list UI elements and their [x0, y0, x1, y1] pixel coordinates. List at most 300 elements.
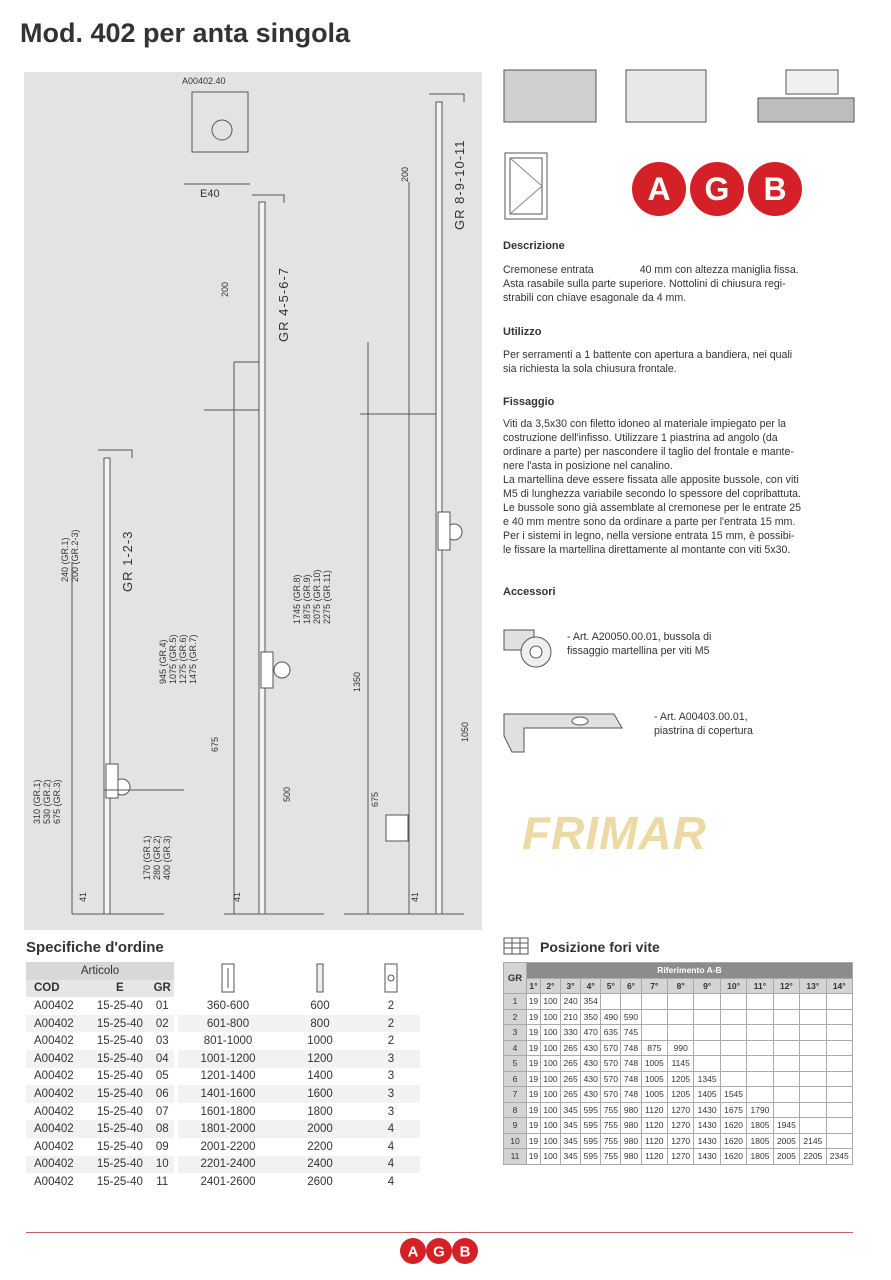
fori-value-cell — [720, 1071, 746, 1087]
dim-41-a: 41 — [78, 891, 88, 902]
fori-value-cell: 100 — [540, 1102, 560, 1118]
footer-divider — [26, 1232, 853, 1233]
fori-value-cell: 1620 — [720, 1118, 746, 1134]
fori-value-cell: 330 — [561, 1025, 581, 1041]
window-single-sash-icon — [504, 152, 548, 220]
accessory-1-desc2: fissaggio martellina per viti M5 — [567, 645, 710, 657]
fori-value-cell — [601, 994, 621, 1010]
dim-gr8: 1745 (GR.8) — [292, 574, 302, 624]
table-cell: 15-25-40 — [96, 1017, 143, 1030]
table-cell: 2401-2600 — [176, 1173, 278, 1191]
table-row — [26, 1032, 420, 1050]
fori-gr-cell: 5 — [504, 1056, 527, 1072]
table-cell: 1001-1200 — [176, 1050, 278, 1068]
drawing-code-label: A00402.40 — [182, 76, 226, 86]
fori-value-cell: 350 — [581, 1009, 601, 1025]
order-table-body — [26, 997, 420, 1191]
fori-value-cell: 100 — [540, 1025, 560, 1041]
fori-value-cell: 265 — [561, 1071, 581, 1087]
fori-value-cell: 2205 — [800, 1149, 826, 1165]
footer-logo-g: G — [433, 1243, 445, 1261]
fori-value-cell — [826, 994, 852, 1010]
accessory-2-desc2: piastrina di copertura — [654, 725, 753, 737]
footer-logo-b: B — [459, 1243, 471, 1261]
accessory-1-desc1: bussola di — [663, 631, 712, 643]
table-cell: 2 — [387, 1035, 395, 1048]
table-cell: 360-600 — [176, 997, 278, 1015]
fori-value-cell: 1620 — [720, 1149, 746, 1165]
table-row — [26, 1050, 420, 1068]
fori-value-cell: 595 — [581, 1118, 601, 1134]
fori-col-header: 10° — [720, 978, 746, 994]
table-cell: A00402 — [34, 1123, 74, 1136]
fori-value-cell: 19 — [527, 1087, 541, 1103]
fissaggio-line: Per i sistemi in legno, nella versione entrata 15 mm, è possibi- — [503, 530, 795, 542]
fori-value-cell: 100 — [540, 1133, 560, 1149]
table-cell: 05 — [155, 1070, 169, 1083]
fori-value-cell — [747, 1009, 773, 1025]
dim-left-0: 310 (GR.1) — [32, 779, 42, 824]
fori-value-cell: 755 — [601, 1102, 621, 1118]
bar-gr-1-2-3 — [104, 458, 110, 914]
table-cell: 1200 — [307, 1052, 333, 1065]
fori-value-cell: 1145 — [668, 1056, 694, 1072]
logo-letter-b: B — [763, 171, 787, 207]
fori-value-cell — [694, 1025, 720, 1041]
table-row — [26, 1015, 420, 1033]
fori-value-cell: 2005 — [773, 1149, 799, 1165]
fori-value-cell: 100 — [540, 1071, 560, 1087]
cover-plate-accessory-icon — [502, 706, 626, 758]
table-cell: 1600 — [307, 1087, 333, 1100]
fori-value-cell — [800, 1102, 826, 1118]
fori-gr-cell: 6 — [504, 1071, 527, 1087]
fori-value-cell: 748 — [621, 1040, 641, 1056]
dim-gr7: 1475 (GR.7) — [188, 634, 198, 684]
dim-gr10: 2075 (GR.10) — [312, 569, 322, 624]
lock-points-icon — [362, 962, 420, 997]
specifiche-title: Specifiche d'ordine — [26, 939, 164, 956]
fori-value-cell: 1270 — [668, 1149, 694, 1165]
fori-value-cell: 1005 — [641, 1087, 667, 1103]
table-cell: A00402 — [34, 1052, 74, 1065]
fori-gr-cell: 2 — [504, 1009, 527, 1025]
page-title: Mod. 402 per anta singola — [20, 18, 351, 48]
desc-line: strabili con chiave esagonale da 4 mm. — [503, 292, 687, 304]
fori-value-cell: 19 — [527, 1102, 541, 1118]
dim-gr6: 1275 (GR.6) — [178, 634, 188, 684]
table-cell: 2600 — [307, 1175, 333, 1188]
table-row — [504, 994, 853, 1010]
fori-value-cell: 1120 — [641, 1102, 667, 1118]
fori-gr-cell: 10 — [504, 1133, 527, 1149]
fori-value-cell: 745 — [621, 1025, 641, 1041]
fori-value-cell — [747, 1087, 773, 1103]
order-spec-table — [26, 962, 420, 1191]
table-cell: A00402 — [34, 1017, 74, 1030]
fori-value-cell — [826, 1102, 852, 1118]
table-cell: 3 — [387, 1070, 395, 1083]
table-cell: 3 — [387, 1105, 395, 1118]
fori-value-cell: 240 — [561, 994, 581, 1010]
fori-value-cell: 2345 — [826, 1149, 852, 1165]
table-row — [26, 1103, 420, 1121]
table-row — [504, 1118, 853, 1134]
table-cell: 15-25-40 — [96, 1140, 143, 1153]
fori-value-cell: 570 — [601, 1087, 621, 1103]
fori-value-cell: 570 — [601, 1071, 621, 1087]
dim-200-gr47: 200 — [220, 281, 230, 297]
fori-value-cell: 345 — [561, 1149, 581, 1165]
fori-value-cell: 748 — [621, 1071, 641, 1087]
fori-value-cell: 1205 — [668, 1071, 694, 1087]
table-row — [26, 997, 420, 1015]
fori-value-cell: 19 — [527, 994, 541, 1010]
descrizione-text — [503, 263, 853, 305]
order-table-group-row — [26, 962, 420, 980]
fori-value-cell: 490 — [601, 1009, 621, 1025]
table-cell: A00402 — [34, 1087, 74, 1100]
table-cell: 06 — [155, 1087, 169, 1100]
table-cell: 800 — [310, 1017, 330, 1030]
fori-value-cell: 430 — [581, 1087, 601, 1103]
fori-value-cell — [641, 1025, 667, 1041]
fori-value-cell: 570 — [601, 1056, 621, 1072]
posizione-title: Posizione fori vite — [540, 939, 660, 955]
fori-value-cell: 755 — [601, 1118, 621, 1134]
table-cell: 15-25-40 — [96, 999, 143, 1012]
fori-value-cell: 100 — [540, 1040, 560, 1056]
fori-gr-cell: 1 — [504, 994, 527, 1010]
fori-value-cell: 1805 — [747, 1133, 773, 1149]
profile-illustrations — [496, 62, 858, 132]
fori-value-cell — [747, 994, 773, 1010]
fori-value-cell: 430 — [581, 1040, 601, 1056]
bar-gr-8-9-10-11 — [436, 102, 442, 914]
fori-col-header: 4° — [581, 978, 601, 994]
table-row — [26, 1068, 420, 1086]
fori-value-cell: 470 — [581, 1025, 601, 1041]
table-cell: 1201-1400 — [176, 1068, 278, 1086]
bar-length-icon — [278, 962, 362, 997]
fori-value-cell: 748 — [621, 1087, 641, 1103]
utilizzo-line: sia richiesta la sola chiusura frontale. — [503, 363, 677, 375]
wood-profile-shape — [504, 70, 596, 122]
table-cell: A00402 — [34, 999, 74, 1012]
fori-col-header: 3° — [561, 978, 581, 994]
gr-label-1-2-3: GR 1-2-3 — [120, 530, 135, 592]
fori-value-cell — [826, 1009, 852, 1025]
fori-col-header: 9° — [694, 978, 720, 994]
desc-line1-right: 40 mm con altezza maniglia fissa. — [639, 264, 799, 276]
table-cell: 04 — [155, 1052, 169, 1065]
fori-value-cell: 595 — [581, 1149, 601, 1165]
fori-value-cell — [773, 1102, 799, 1118]
table-cell: 2001-2200 — [176, 1138, 278, 1156]
fori-value-cell: 980 — [621, 1149, 641, 1165]
fissaggio-line: ordinare a parte) per nascondere il taglio del frontale e mante- — [503, 446, 794, 458]
fori-value-cell — [621, 994, 641, 1010]
fori-value-cell: 100 — [540, 1056, 560, 1072]
table-row — [504, 1040, 853, 1056]
fori-value-cell — [694, 1056, 720, 1072]
fori-col-header: 13° — [800, 978, 826, 994]
table-cell: 1400 — [307, 1070, 333, 1083]
fori-value-cell: 19 — [527, 1118, 541, 1134]
fori-value-cell — [800, 1040, 826, 1056]
table-cell: 4 — [387, 1158, 395, 1171]
fori-value-cell: 1805 — [747, 1118, 773, 1134]
dim-gr4: 945 (GR.4) — [158, 639, 168, 684]
fori-value-cell — [773, 1040, 799, 1056]
fori-value-cell: 1270 — [668, 1133, 694, 1149]
table-cell: 2201-2400 — [176, 1156, 278, 1174]
fori-gr-cell: 7 — [504, 1087, 527, 1103]
fori-value-cell: 1345 — [694, 1071, 720, 1087]
table-row — [26, 1156, 420, 1174]
fissaggio-line: le fissare la martellina direttamente al montante con viti 5x30. — [503, 544, 791, 556]
logo-letter-a: A — [647, 171, 671, 207]
agb-logo — [630, 160, 805, 218]
dim-mid-2: 400 (GR.3) — [162, 835, 172, 880]
fori-value-cell: 1005 — [641, 1071, 667, 1087]
fori-value-cell: 19 — [527, 1071, 541, 1087]
fori-value-cell — [720, 1056, 746, 1072]
table-row — [504, 1056, 853, 1072]
fori-col-header: 1° — [527, 978, 541, 994]
fori-value-cell: 100 — [540, 994, 560, 1010]
fori-value-cell — [826, 1040, 852, 1056]
accessory-item-2 — [654, 710, 874, 738]
table-cell: 1601-1800 — [176, 1103, 278, 1121]
fori-group-row — [504, 963, 853, 979]
fori-value-cell — [668, 994, 694, 1010]
fori-col-header: 6° — [621, 978, 641, 994]
table-row — [504, 1071, 853, 1087]
fori-value-cell: 1430 — [694, 1118, 720, 1134]
table-grid-icon — [503, 937, 529, 955]
fori-value-cell: 265 — [561, 1040, 581, 1056]
fori-value-cell — [747, 1040, 773, 1056]
fori-value-cell: 980 — [621, 1118, 641, 1134]
table-cell: 4 — [387, 1175, 395, 1188]
height-range-icon — [176, 962, 278, 997]
footer-agb-logo — [399, 1237, 479, 1265]
dim-mid-1: 280 (GR.2) — [152, 835, 162, 880]
fori-value-cell: 1405 — [694, 1087, 720, 1103]
table-cell: 15-25-40 — [96, 1070, 143, 1083]
dim-mid-0: 170 (GR.1) — [142, 835, 152, 880]
table-cell: 3 — [387, 1087, 395, 1100]
table-cell: 02 — [155, 1017, 169, 1030]
table-row — [504, 1149, 853, 1165]
fori-value-cell — [747, 1025, 773, 1041]
table-cell: 15-25-40 — [96, 1175, 143, 1188]
fori-value-cell: 755 — [601, 1133, 621, 1149]
dim-left-2: 675 (GR.3) — [52, 779, 62, 824]
table-cell: 15-25-40 — [96, 1035, 143, 1048]
accessory-1-code: - Art. A20050.00.01, — [567, 631, 661, 643]
fissaggio-line: e 40 mm mentre sono da ordinare a parte per l'entrata 15 mm. — [503, 516, 796, 528]
fori-value-cell — [694, 1040, 720, 1056]
pvc-profile-shape — [626, 70, 706, 122]
fori-value-cell: 1430 — [694, 1102, 720, 1118]
riferimento-header: Riferimento A-B — [527, 963, 853, 979]
fori-value-cell — [826, 1056, 852, 1072]
fori-col-header: 2° — [540, 978, 560, 994]
fori-value-cell: 345 — [561, 1118, 581, 1134]
fori-value-cell: 430 — [581, 1056, 601, 1072]
fori-value-cell: 635 — [601, 1025, 621, 1041]
fori-value-cell: 19 — [527, 1025, 541, 1041]
fori-value-cell — [773, 1087, 799, 1103]
fori-value-cell — [747, 1056, 773, 1072]
fori-value-cell: 570 — [601, 1040, 621, 1056]
fori-value-cell: 595 — [581, 1133, 601, 1149]
dim-675-b: 675 — [370, 791, 380, 807]
table-cell: 3 — [387, 1052, 395, 1065]
fori-value-cell — [826, 1087, 852, 1103]
fori-value-cell — [800, 1087, 826, 1103]
fori-gr-cell: 11 — [504, 1149, 527, 1165]
fori-value-cell — [694, 994, 720, 1010]
fori-value-cell — [800, 1056, 826, 1072]
table-row — [26, 1173, 420, 1191]
gr-label-4-5-6-7: GR 4-5-6-7 — [276, 266, 291, 342]
fori-value-cell — [773, 994, 799, 1010]
dim-200-gr811: 200 — [400, 166, 410, 182]
fissaggio-line: La martellina deve essere fissata alle apposite bussole, con viti — [503, 474, 799, 486]
fori-value-cell — [641, 994, 667, 1010]
table-cell: A00402 — [34, 1105, 74, 1118]
bar-gr-4-5-6-7 — [259, 202, 265, 914]
fori-value-cell: 990 — [668, 1040, 694, 1056]
fori-col-header: 7° — [641, 978, 667, 994]
table-cell: A00402 — [34, 1070, 74, 1083]
table-cell: 15-25-40 — [96, 1158, 143, 1171]
fori-value-cell — [720, 994, 746, 1010]
fori-value-cell — [668, 1025, 694, 1041]
entry-e-label: E40 — [200, 188, 220, 200]
fori-gr-cell: 8 — [504, 1102, 527, 1118]
fori-value-cell — [641, 1009, 667, 1025]
table-cell: 601-800 — [176, 1015, 278, 1033]
fori-value-cell — [800, 994, 826, 1010]
fori-value-cell — [773, 1056, 799, 1072]
table-cell: 11 — [156, 1175, 169, 1188]
table-cell: 4 — [387, 1140, 395, 1153]
table-row — [504, 1087, 853, 1103]
fori-value-cell — [826, 1133, 852, 1149]
fori-value-cell: 19 — [527, 1133, 541, 1149]
accessori-heading: Accessori — [503, 586, 556, 598]
fori-value-cell: 2005 — [773, 1133, 799, 1149]
fori-value-cell — [800, 1118, 826, 1134]
dim-675-a: 675 — [210, 736, 220, 752]
fori-value-cell: 1545 — [720, 1087, 746, 1103]
fori-value-cell: 748 — [621, 1056, 641, 1072]
footer-logo-a: A — [407, 1243, 419, 1261]
fissaggio-line: Le bussole sono già assemblate al cremonese per le entrate 25 — [503, 502, 801, 514]
fori-value-cell — [773, 1025, 799, 1041]
fori-value-cell: 345 — [561, 1102, 581, 1118]
table-cell: 15-25-40 — [96, 1123, 143, 1136]
table-cell: 15-25-40 — [96, 1052, 143, 1065]
fori-col-header-row — [504, 978, 853, 994]
fori-gr-cell: 3 — [504, 1025, 527, 1041]
dim-1050: 1050 — [460, 721, 470, 742]
fori-value-cell: 1430 — [694, 1149, 720, 1165]
alu-profile-shape — [758, 98, 854, 122]
fori-value-cell: 100 — [540, 1118, 560, 1134]
table-row — [26, 1120, 420, 1138]
table-row — [26, 1085, 420, 1103]
fori-value-cell: 755 — [601, 1149, 621, 1165]
utilizzo-text — [503, 348, 853, 376]
table-row — [26, 1138, 420, 1156]
fori-value-cell: 19 — [527, 1056, 541, 1072]
fori-value-cell: 100 — [540, 1149, 560, 1165]
fori-value-cell: 980 — [621, 1102, 641, 1118]
fori-value-cell: 1945 — [773, 1118, 799, 1134]
fori-value-cell — [800, 1009, 826, 1025]
fori-value-cell — [668, 1009, 694, 1025]
fori-value-cell: 980 — [621, 1133, 641, 1149]
accessory-2-code: - Art. A00403.00.01, — [654, 711, 748, 723]
screw-position-table — [503, 962, 853, 1165]
fori-value-cell: 430 — [581, 1071, 601, 1087]
desc-line1-left: Cremonese entrata — [503, 264, 594, 276]
table-row — [504, 1133, 853, 1149]
fori-value-cell: 875 — [641, 1040, 667, 1056]
fori-col-header: 12° — [773, 978, 799, 994]
table-cell: A00402 — [34, 1175, 74, 1188]
fori-value-cell: 590 — [621, 1009, 641, 1025]
technical-drawing — [24, 72, 482, 930]
dim-240-gr1: 240 (GR.1) — [60, 537, 70, 582]
table-cell: 801-1000 — [176, 1032, 278, 1050]
fori-value-cell: 19 — [527, 1149, 541, 1165]
fori-value-cell: 210 — [561, 1009, 581, 1025]
gr-label-8-9-10-11: GR 8-9-10-11 — [452, 139, 467, 230]
accessory-item-1 — [567, 630, 787, 658]
dim-1350: 1350 — [352, 671, 362, 692]
table-cell: A00402 — [34, 1035, 74, 1048]
dim-gr9: 1875 (GR.9) — [302, 574, 312, 624]
fori-value-cell — [826, 1025, 852, 1041]
fori-value-cell — [694, 1009, 720, 1025]
head-cylinder-shape — [212, 120, 232, 140]
fori-value-cell — [826, 1118, 852, 1134]
table-cell: 4 — [387, 1123, 395, 1136]
fori-gr-cell: 4 — [504, 1040, 527, 1056]
drawing-lines — [24, 72, 482, 930]
fori-value-cell — [826, 1071, 852, 1087]
fori-value-cell: 1120 — [641, 1118, 667, 1134]
table-cell: 2 — [387, 1017, 395, 1030]
fori-value-cell — [720, 1025, 746, 1041]
fissaggio-text — [503, 417, 855, 557]
dim-200-gr23: 200 (GR.2-3) — [70, 529, 80, 582]
table-cell: 01 — [155, 999, 169, 1012]
fori-value-cell: 1675 — [720, 1102, 746, 1118]
fori-value-cell — [720, 1009, 746, 1025]
table-cell: A00402 — [34, 1158, 74, 1171]
dim-500: 500 — [282, 786, 292, 802]
table-cell: 08 — [155, 1123, 169, 1136]
fori-value-cell: 1805 — [747, 1149, 773, 1165]
col-gr: GR — [153, 982, 171, 995]
